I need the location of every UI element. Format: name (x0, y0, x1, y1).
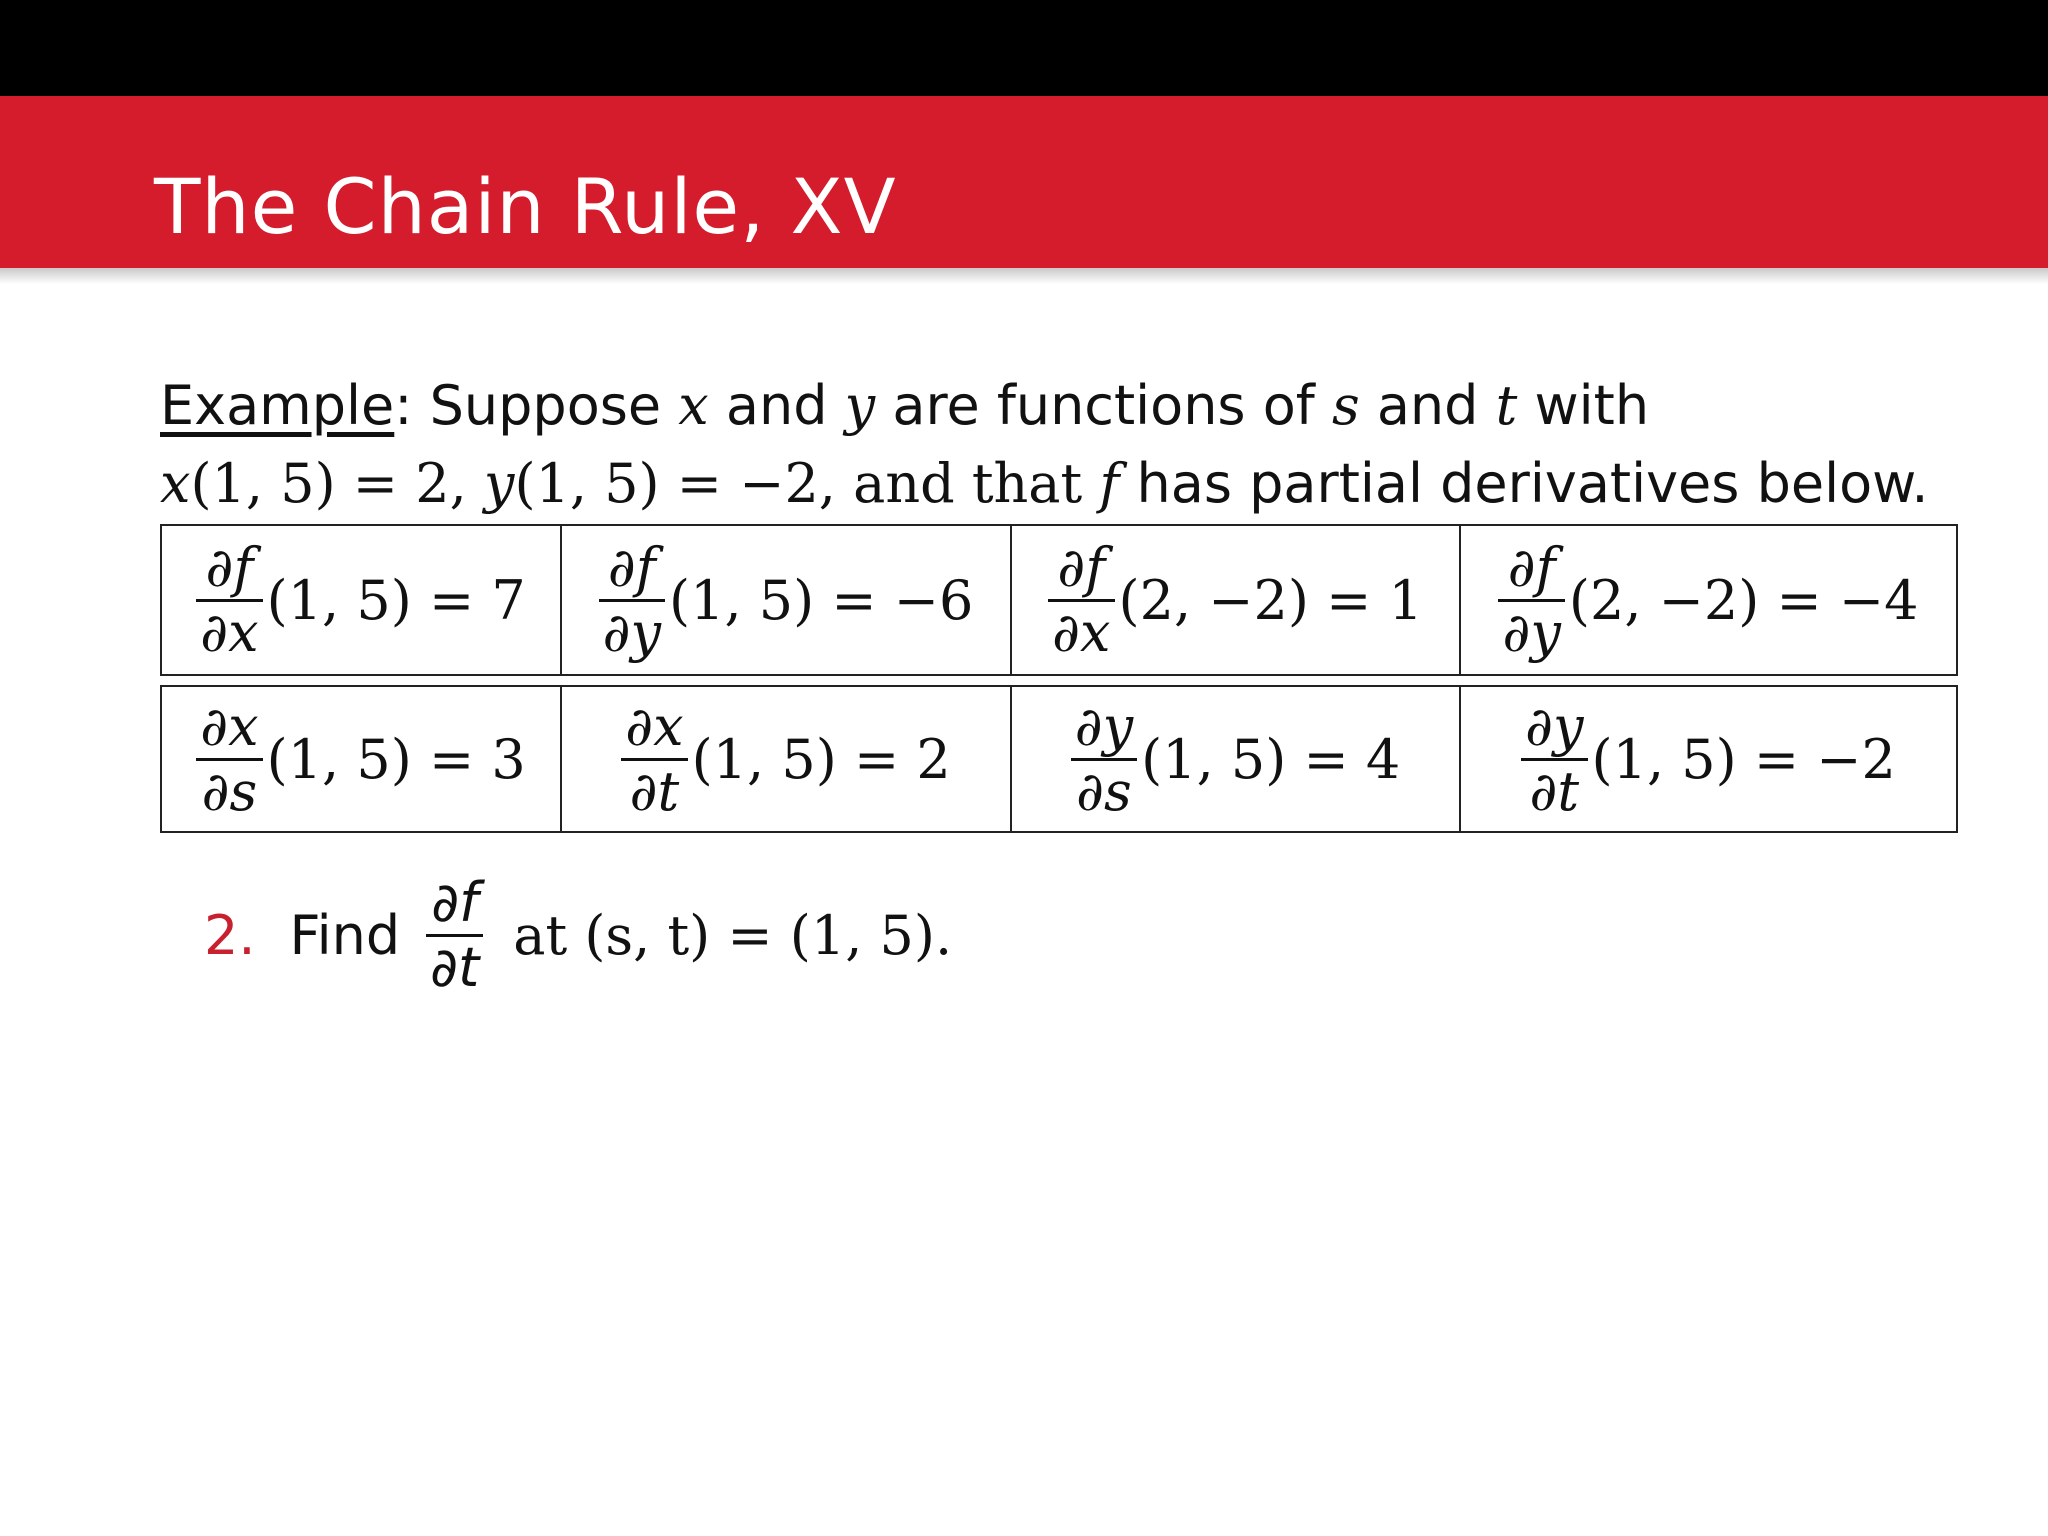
cell-value: (1, 5) = 7 (266, 568, 526, 632)
table-cell (1012, 526, 1461, 674)
fraction (599, 537, 665, 664)
example-text: are functions of (875, 374, 1332, 437)
fraction-denominator: ∂x (1052, 600, 1111, 664)
example-text: and (708, 374, 845, 437)
fraction-denominator: ∂t (629, 759, 680, 823)
slide-title: The Chain Rule, XV (154, 162, 897, 251)
fraction-denominator: ∂y (602, 600, 662, 664)
fraction (1071, 696, 1137, 823)
fraction-numerator: ∂y (1074, 694, 1134, 758)
fraction-denominator: ∂s (201, 759, 258, 823)
example-text: has partial derivatives below. (1119, 452, 1929, 515)
fraction (1048, 537, 1114, 664)
fraction-numerator: ∂f (1507, 535, 1556, 599)
fraction-numerator: ∂x (200, 694, 259, 758)
var-x: x (678, 374, 709, 437)
var-s: s (1331, 374, 1360, 437)
var-f: f (1099, 452, 1120, 515)
var-x: x (160, 452, 191, 515)
var-t: t (1495, 374, 1518, 437)
fraction (426, 872, 483, 999)
derivative-table-row-1 (160, 524, 1958, 676)
var-y: y (844, 374, 876, 437)
example-text: with (1517, 374, 1650, 437)
cell-value: (1, 5) = 3 (266, 727, 526, 791)
fraction-numerator: ∂f (607, 535, 656, 599)
title-bar-shadow (0, 268, 2048, 284)
question-find: Find (289, 903, 401, 967)
question-item (204, 860, 952, 1010)
var-y: y (483, 452, 515, 515)
fraction (1498, 537, 1564, 664)
fraction (196, 696, 262, 823)
table-cell (1012, 687, 1461, 831)
table-cell (162, 687, 562, 831)
cell-value: (1, 5) = 4 (1141, 727, 1401, 791)
fraction-numerator: ∂x (625, 694, 684, 758)
example-text: and (1359, 374, 1496, 437)
table-cell (1461, 526, 1956, 674)
table-cell (562, 687, 1012, 831)
cell-value: (1, 5) = −2 (1591, 727, 1896, 791)
fraction-denominator: ∂s (1076, 759, 1132, 823)
fraction (1521, 696, 1587, 823)
cell-value: (1, 5) = −6 (669, 568, 974, 632)
fraction (196, 537, 262, 664)
table-cell (562, 526, 1012, 674)
fraction-numerator: ∂y (1525, 694, 1584, 758)
fraction-denominator: ∂t (430, 935, 480, 999)
question-rest: at (s, t) = (1, 5). (513, 903, 953, 967)
fraction-denominator: ∂t (1529, 759, 1580, 823)
cell-value: (2, −2) = −4 (1568, 568, 1919, 632)
top-black-bar (0, 0, 2048, 96)
question-number: 2. (204, 903, 256, 967)
fraction-numerator: ∂f (1057, 535, 1106, 599)
fraction (621, 696, 687, 823)
cell-value: (1, 5) = 2 (691, 727, 951, 791)
example-label: Example (160, 374, 395, 437)
fraction-denominator: ∂x (200, 600, 259, 664)
example-math: (1, 5) = −2, and that (514, 452, 1100, 515)
fraction-numerator: ∂f (205, 535, 254, 599)
example-text: : Suppose (394, 374, 679, 437)
fraction-denominator: ∂y (1502, 600, 1561, 664)
table-cell (162, 526, 562, 674)
example-math: (1, 5) = 2, (190, 452, 484, 515)
example-line-2 (160, 452, 1928, 516)
derivative-table-row-2 (160, 685, 1958, 833)
example-line-1 (160, 374, 1649, 438)
table-cell (1461, 687, 1956, 831)
fraction-numerator: ∂f (431, 870, 479, 934)
cell-value: (2, −2) = 1 (1118, 568, 1423, 632)
